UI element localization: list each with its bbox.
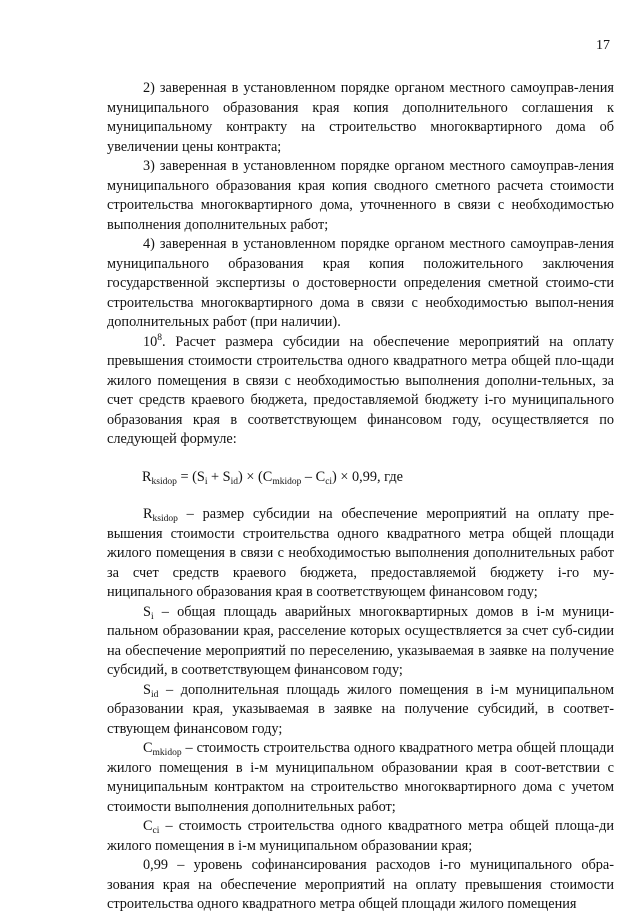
definition-c-mkidop: $C_{mkidop}$ – стоимость строительства одного квадратного метра общей площади жилого помещения в i-м муниципальном образовании края в соот-ветствии с муниципальным контрактом на строительство многоквартирного дома с учетом стоимости выполнения дополнительных работ; xyxy=(107,740,614,815)
paragraph-item-2: 2) заверенная в установленном порядке органом местного самоуправ-ления муниципального образования края копия дополнительного соглашения к муниципальному контракту на строительство многоквартирного дома об увеличении цены контракта; xyxy=(107,80,614,155)
clause-text: . Расчет размера субсидии на обеспечение мероприятий на оплату превышения стоимости строительства одного квадратного метра общей пло-щади жилого помещения в связи с необходимостью выполнения дополни-тельных, за счет средств краевого бюджета, предоставляемой бюджету i-го муниципального образования края в соответствующем финансовом году, осуществляется по следующей формуле: xyxy=(107,333,614,447)
clause-number-superscript: 8 xyxy=(157,332,163,343)
definition-c-ci: $C_{ci}$ – стоимость строительства одного квадратного метра общей площа-ди жилого помещения в i-м муниципальном образовании края; xyxy=(107,818,614,854)
paragraph-clause-10-8 xyxy=(107,333,614,450)
formula: $R_{ksidop} = (S_i + S_{id}) \times (C_{mkidop} - C_{ci}) \times 0,99$, где xyxy=(142,468,403,487)
document-body xyxy=(107,79,614,915)
paragraph-item-3: 3) заверенная в установленном порядке органом местного самоуправ-ления муниципального образования края копия сводного сметного расчета стоимости строительства многоквартирного дома, уточненного в связи с необходимостью выполнения дополнительных работ; xyxy=(107,158,614,233)
page-number: 17 xyxy=(596,38,610,53)
definition-s-i: $S_i$ – общая площадь аварийных многоквартирных домов в i-м муници-пальном образовании края, расселение которых осуществляется за счет суб-сидии на обеспечение мероприятий по переселению, указываемая в заявке на получение субсидий, в соответствующем финансовом году; xyxy=(107,603,614,678)
definition-r-ksidop: $R_{ksidop}$ – размер субсидии на обеспечение мероприятий на оплату пре-вышения стоимости строительства одного квадратного метра общей площади жилого помещения в связи с необходимостью выполнения дополнительных работ за счет средств краевого бюджета, предоставляемой бюджету i-го му-ниципального образования края в соответствующем финансовом году; xyxy=(107,506,614,600)
paragraph-item-4: 4) заверенная в установленном порядке органом местного самоуправ-ления муниципального образования края копия положительного заключения государственной экспертизы о достоверности определения сметной стоимо-сти строительства многоквартирного дома в связи с необходимостью выпол-нения дополнительных работ (при наличии). xyxy=(107,236,614,330)
definition-coefficient: 0,99 – уровень софинансирования расходов i-го муниципального обра-зования края на обеспечение мероприятий на оплату превышения стоимости строительства одного квадратного метра общей площади жилого помещения xyxy=(107,857,614,912)
definition-s-id: $S_{id}$ – дополнительная площадь жилого помещения в i-м муниципальном образовании края, указываемая в заявке на получение субсидий, в соответ-ствующем финансовом году; xyxy=(107,681,614,737)
clause-number: 10 xyxy=(143,333,158,350)
